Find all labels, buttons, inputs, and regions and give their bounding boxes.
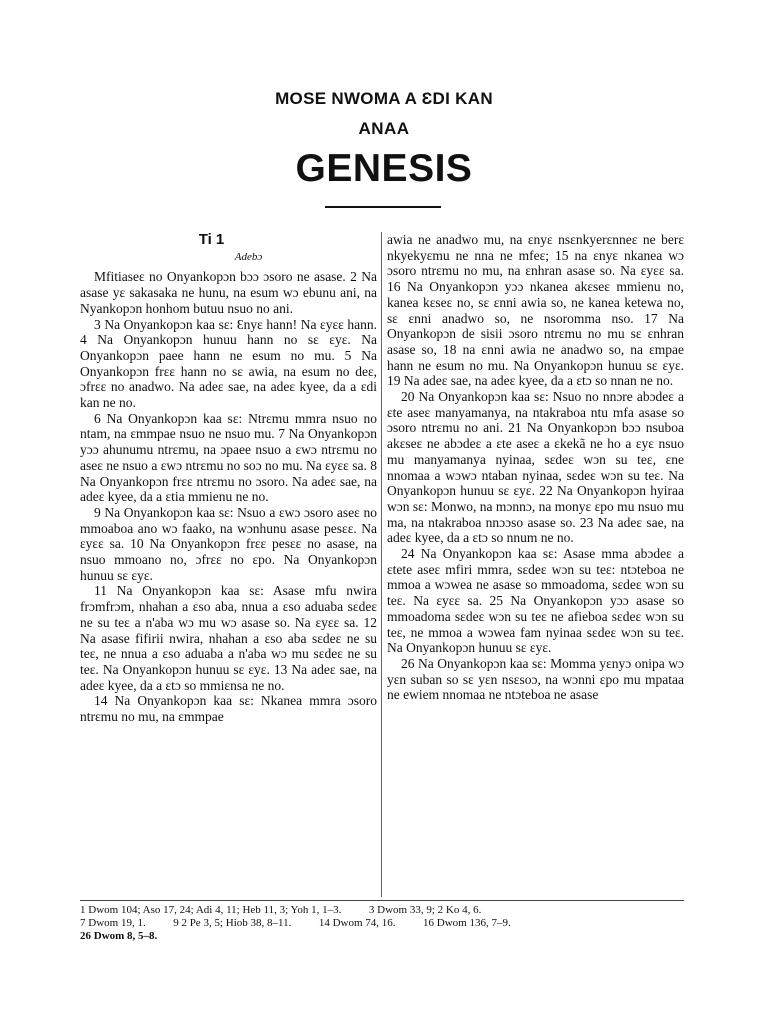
verse-paragraph: Mfitiaseɛ no Onyankopɔn bɔɔ ɔsoro ne asase. 2 Na asase yɛ sakasaka ne hunu, na esum wɔ ebunu ani, na Nyankopɔn honhom butuu nsuo no ani. (80, 269, 377, 316)
footnote-line: 26 Dwom 8, 5–8. (80, 930, 158, 942)
verse-paragraph: 24 Na Onyankopɔn kaa sɛ: Asase mma abɔdeɛ a ɛtete aseɛ mfiri mmra, sɛdeɛ wɔn su teɛ: ntɔteboa ne mmoa a wɔwea ne asase so mmoadoma, sɛdeɛ wɔn su teɛ. Na ɛyɛɛ sa. 25 Na Onyankopɔn yɔɔ asase so mmoadoma sɛdeɛ wɔn su teɛ ne afieboa sɛdeɛ wɔn su teɛ, ne mmoa a wɔwea fam nyinaa sɛdeɛ wɔn su teɛ. Na Onyankopɔn hunuu sɛ ɛyɛ. (387, 546, 684, 656)
left-column (80, 232, 377, 725)
column-divider (381, 232, 382, 897)
footnote-rule (80, 900, 684, 901)
verse-paragraph: 20 Na Onyankopɔn kaa sɛ: Nsuo no nnɔre abɔdeɛ a ɛte aseɛ manyamanya, na ntakraboa ntu mfa asase so ɔsoro ntrɛmu no ani. 21 Na Onyankopɔn bɔɔ nsuboa akɛseɛ ne abɔdeɛ a ɛte aseɛ a ɛkekã ne ho a ɛyɛ nsuo mu manyamanya nyinaa, sɛdeɛ wɔn su teɛ, ɛne nnomaa a wɔwɔ ntaban nyinaa, sɛdeɛ wɔn su teɛ. Na Onyankopɔn hunuu sɛ ɛyɛ. 22 Na Onyankopɔn hyiraa wɔn sɛ: Monwo, na mɔnnɔ, na monyɛ ɛpo mu nsuo mu ma, na ntakraboa nnɔɔso asase so. 23 Na adeɛ sae, na adeɛ kyee, da a ɛtɔ so nnum ne no. (387, 389, 684, 546)
verse-paragraph: awia ne anadwo mu, na ɛnyɛ nsɛnkyerɛnneɛ ne berɛ nkyekyɛmu ne nna ne mfeɛ; 15 na ɛnyɛ nkanea wɔ ɔsoro ntrɛmu no mu, na ɛnhran asase so. Na ɛyɛɛ sa. 16 Na Onyankopɔn yɔɔ nkanea akɛseɛ mmienu no, kanea kɛseɛ no, sɛ ɛnni awia so, ne kanea ketewa no, sɛ ɛnni anadwo so, ne nsoromma nso. 17 Na Onyankopɔn de sisii ɔsoro ntrɛmu no mu sɛ ɛnhran asase so, 18 na ɛnni awia ne anadwo so, na ɛmpae hann ne esum no mu. Na Onyankopɔn hunuu sɛ ɛyɛ. 19 Na adeɛ sae, na adeɛ kyee, da a ɛtɔ so nnan ne no. (387, 232, 684, 389)
verse-paragraph: 9 Na Onyankopɔn kaa sɛ: Nsuo a ɛwɔ ɔsoro aseɛ no mmoaboa ano wɔ faako, na wɔnhunu asase pesɛɛ. Na ɛyɛɛ sa. 10 Na Onyankopɔn frɛɛ pesɛɛ no asase, na nsuo mmoano no, ɔfrɛɛ no ɛpo. Na Onyankopɔn hunuu sɛ ɛyɛ. (80, 504, 377, 583)
verse-paragraph: 14 Na Onyankopɔn kaa sɛ: Nkanea mmra ɔsoro ntrɛmu no mu, na ɛmmpae (80, 693, 377, 725)
verse-paragraph: 6 Na Onyankopɔn kaa sɛ: Ntrɛmu mmra nsuo no ntam, na ɛmmpae nsuo ne nsuo mu. 7 Na Onyankopɔn yɔɔ ahunumu ntrɛmu, na ɔpaee nsuo a ɛwɔ ntrɛmu no aseɛ ne nsuo a ɛwɔ ntrɛmu no soɔ no mu. Na ɛyɛɛ sa. 8 Na Onyankopɔn frɛɛ ntrɛmu no ɔsoro. Na adeɛ sae, na adeɛ kyee, da a ɛtia mmienu ne no. (80, 410, 377, 505)
footnote-line: 1 Dwom 104; Aso 17, 24; Adi 4, 11; Heb 11, 3; Yoh 1, 1–3. 3 Dwom 33, 9; 2 Ko 4, 6. (80, 904, 482, 916)
title-rule (325, 206, 441, 208)
footnote-line: 7 Dwom 19, 1. 9 2 Pe 3, 5; Hiob 38, 8–11. 14 Dwom 74, 16. 16 Dwom 136, 7–9. (80, 917, 511, 929)
verse-paragraph: 3 Na Onyankopɔn kaa sɛ: Ɛnyɛ hann! Na ɛyɛɛ hann. 4 Na Onyankopɔn hunuu hann no sɛ ɛyɛ. Na Onyankopɔn paee hann ne esum no mu. 5 Na Onyankopɔn frɛɛ hann no sɛ awia, na esum no deɛ, ɔfrɛɛ no anadwo. Na adeɛ sae, na adeɛ kyee, da a ɛdi kan ne no. (80, 316, 377, 411)
verse-paragraph: 26 Na Onyankopɔn kaa sɛ: Momma yɛnyɔ onipa wɔ yɛn suban so sɛ yɛn nsɛsoɔ, na wɔnni ɛpo mu mpataa ne ewiem nnomaa ne ntɔteboa ne asase (387, 655, 684, 703)
right-column (387, 232, 684, 703)
book-heading-line-1: MOSE NWOMA A ƐDI KAN (275, 89, 493, 108)
book-heading-line-2: ANAA (358, 119, 410, 138)
book-title: GENESIS (295, 147, 473, 190)
footnotes (80, 904, 684, 943)
verse-paragraph: 11 Na Onyankopɔn kaa sɛ: Asase mfu nwira frɔmfrɔm, nhahan a ɛso aba, nnua a ɛso aduaba sɛdeɛ ne su teɛ a n'aba wɔ mu wɔ asase so. Na ɛyɛɛ sa. 12 Na asase fifirii nwira, nhahan a ɛso aba sɛdeɛ ne su teɛ, ne nnua a ɛso aduaba a n'aba wɔ mu sɛdeɛ ne su teɛ. Na Onyankopɔn hunuu sɛ ɛyɛ. 13 Na adeɛ sae, na adeɛ kyee, da a ɛtɔ so mmiɛnsa ne no. (80, 583, 377, 693)
section-heading: Adebɔ (234, 250, 263, 263)
chapter-heading: Ti 1 (198, 231, 225, 248)
